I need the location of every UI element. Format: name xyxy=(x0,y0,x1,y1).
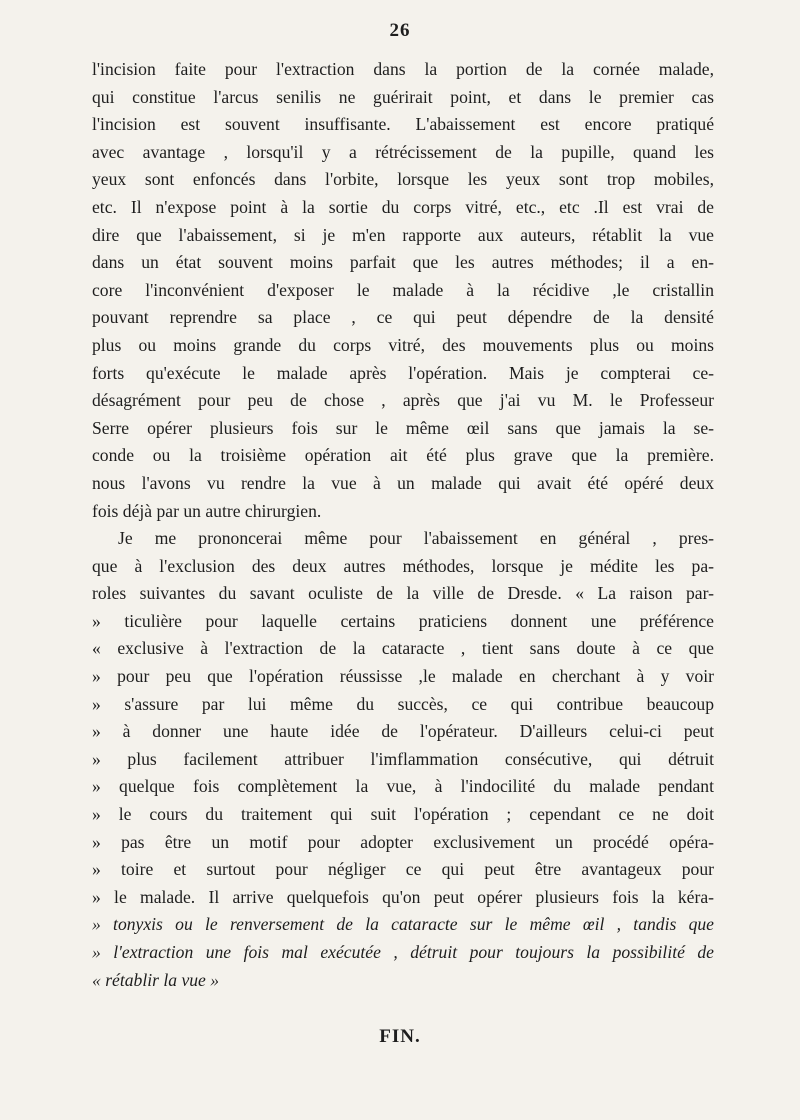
text-line: pouvant reprendre sa place , ce qui peut dépendre de la densité xyxy=(92,307,714,328)
text-line: l'incision est souvent insuffisante. L'abaissement est encore pratiqué xyxy=(92,114,714,135)
body-text xyxy=(92,56,714,994)
text-line: forts qu'exécute le malade après l'opération. Mais je compterai ce- xyxy=(92,362,714,383)
text-line: yeux sont enfoncés dans l'orbite, lorsque les yeux sont trop mobiles, xyxy=(92,169,714,190)
text-line: dans un état souvent moins parfait que les autres méthodes; il a en- xyxy=(92,252,714,273)
text-line: que à l'exclusion des deux autres méthodes, lorsque je médite les pa- xyxy=(92,555,714,576)
page-number: 26 xyxy=(389,20,411,41)
quote-line: » pour peu que l'opération réussisse ,le malade en cherchant à y voir xyxy=(92,666,714,687)
quote-line: » quelque fois complètement la vue, à l'indocilité du malade pendant xyxy=(92,776,714,797)
quote-line: » s'assure par lui même du succès, ce qui contribue beaucoup xyxy=(92,693,714,714)
quote-line: « exclusive à l'extraction de la cataracte , tient sans doute à ce que xyxy=(92,638,714,659)
quote-line: » à donner une haute idée de l'opérateur. D'ailleurs celui-ci peut xyxy=(92,721,714,742)
text-line: nous l'avons vu rendre la vue à un malade qui avait été opéré deux xyxy=(92,472,714,493)
text-line: core l'inconvénient d'exposer le malade à la récidive ,le cristallin xyxy=(92,279,714,300)
end-mark: FIN. xyxy=(379,1026,421,1047)
text-line: conde ou la troisième opération ait été plus grave que la première. xyxy=(92,445,714,466)
text-line: avec avantage , lorsqu'il y a rétrécissement de la pupille, quand les xyxy=(92,141,714,162)
quote-line: » plus facilement attribuer l'imflammation consécutive, qui détruit xyxy=(92,748,714,769)
quote-line: » ticulière pour laquelle certains praticiens donnent une préférence xyxy=(92,610,714,631)
text-line: Je me prononcerai même pour l'abaissement en général , pres- xyxy=(118,528,714,549)
text-line: qui constitue l'arcus senilis ne guérirait point, et dans le premier cas xyxy=(92,86,714,107)
text-line: fois déjà par un autre chirurgien. xyxy=(92,500,322,521)
text-line: roles suivantes du savant oculiste de la ville de Dresde. « La raison par- xyxy=(92,583,714,604)
text-line: etc. Il n'expose point à la sortie du corps vitré, etc., etc .Il est vrai de xyxy=(92,196,714,217)
text-line: Serre opérer plusieurs fois sur le même œil sans que jamais la se- xyxy=(92,417,714,438)
text-line: l'incision faite pour l'extraction dans la portion de la cornée malade, xyxy=(92,59,714,79)
text-line: plus ou moins grande du corps vitré, des mouvements plus ou moins xyxy=(92,334,714,355)
quote-line-italic: » l'extraction une fois mal exécutée , détruit pour toujours la possibilité de xyxy=(92,942,714,962)
quote-line: » toire et surtout pour négliger ce qui peut être avantageux pour xyxy=(92,859,714,880)
quote-line: » le cours du traitement qui suit l'opération ; cependant ce ne doit xyxy=(92,804,714,825)
quote-line-italic: » tonyxis ou le renversement de la cataracte sur le même œil , tandis que xyxy=(92,914,714,935)
text-line: désagrément pour peu de chose , après que j'ai vu M. le Professeur xyxy=(92,390,714,411)
quote-line-italic: « rétablir la vue » xyxy=(92,969,220,990)
text-line: dire que l'abaissement, si je m'en rapporte aux auteurs, rétablit la vue xyxy=(92,224,714,245)
quote-line: » le malade. Il arrive quelquefois qu'on peut opérer plusieurs fois la kéra- xyxy=(92,886,714,907)
quote-line: » pas être un motif pour adopter exclusivement un procédé opéra- xyxy=(92,831,714,852)
